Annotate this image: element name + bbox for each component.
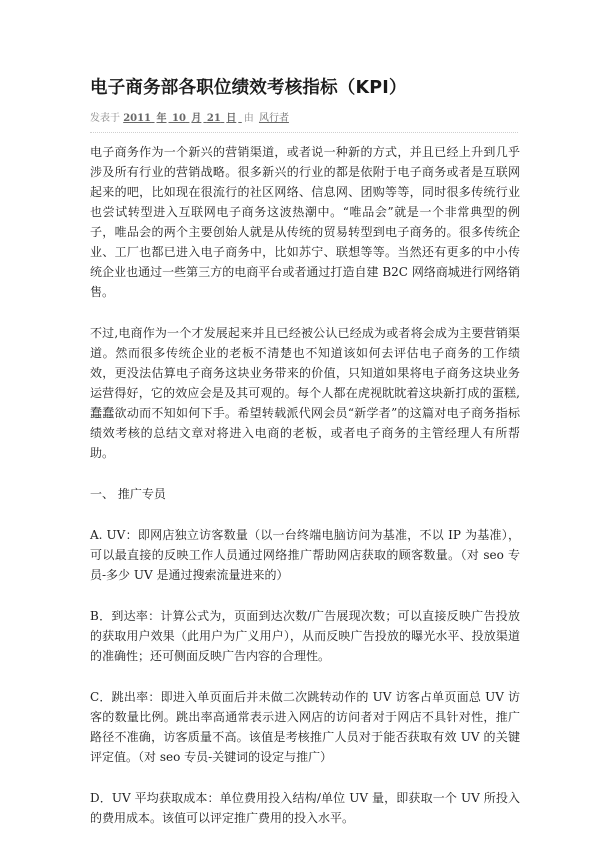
article-title: 电子商务部各职位绩效考核指标（KPI） xyxy=(90,78,407,98)
post-day: 21 xyxy=(206,113,221,124)
paragraph-intro: 电子商务作为一个新兴的营销渠道，或者说一种新的方式，并且已经上升到几乎涉及所有行业的营销战略。很多新兴的行业的都是依附于电子商务或者是互联网起来的吧，比如现在很流行的社区网络、信息网、团购等等，同时很多传统行业也尝试转型进入互联网电子商务这波热潮中。“唯品会”就是一个非常典型的例子，唯品会的两个主要创始人就是从传统的贸易转型到电子商务的。很多传统企业、工厂也都已进入电子商务中，比如苏宁、联想等等。当然还有更多的中小传统企业也通过一些第三方的电商平台或者通过打造自建 B2C 网络商城进行网络销售。 xyxy=(90,145,520,299)
paragraph-context: 不过,电商作为一个才发展起来并且已经被公认已经成为或者将会成为主要营销渠道。然而很多传统企业的老板不清楚也不知道该如何去评估电子商务的工作绩效，更没法估算电子商务这块业务带来的价值，只知道如果将电子商务这块业务运营得好，它的效应会是及其可观的。每个人都在虎视眈眈着这块新打成的蛋糕,蠢蠢欲动而不知如何下手。希望转载派代网会员“新学者”的这篇对电子商务指标绩效考核的总结文章对将进入电商的老板，或者电子商务的主管经理人有所帮助。 xyxy=(90,326,520,460)
kpi-arrival-rate: B．到达率：计算公式为，页面到达次数/广告展现次数；可以直接反映广告投放的获取用户效果（此用户为广义用户），从而反映广告投放的曝光水平、投放渠道的准确性；还可侧面反映广告内容的合理性。 xyxy=(90,609,520,663)
month-unit: 月 xyxy=(191,113,202,124)
by-label: 由 xyxy=(243,113,254,124)
kpi-uv-cost: D．UV 平均获取成本：单位费用投入结构/单位 UV 量，即获取一个 UV 所投入的费用成本。该值可以评定推广费用的投入水平。 xyxy=(90,791,520,825)
day-unit: 日 xyxy=(226,113,237,124)
kpi-uv: A. UV：即网店独立访客数量（以一台终端电脑访问为基准，不以 IP 为基准），可以最直接的反映工作人员通过网络推广帮助网店获取的顾客数量。（对 seo 专员-多少 UV 是通过搜索流量进来的） xyxy=(90,528,520,582)
posted-label: 发表于 xyxy=(90,113,120,124)
post-date[interactable] xyxy=(123,113,242,124)
author-link[interactable]: 风行者 xyxy=(258,113,289,124)
year-unit: 年 xyxy=(156,113,167,124)
kpi-bounce-rate: C．跳出率：即进入单页面后并未做二次跳转动作的 UV 访客占单页面总 UV 访客的数量比例。跳出率高通常表示进入网店的访问者对于网店不具针对性，推广路径不准确，访客质量不高。该值是考核推广人员对于能否获取有效 UV 的关键评定值。（对 seo 专员-关键词的设定与推广） xyxy=(90,690,520,764)
title-divider xyxy=(90,132,518,133)
section-heading-promotion: 一、 推广专员 xyxy=(90,487,166,501)
post-year: 2011 xyxy=(123,113,152,124)
article-body xyxy=(90,142,520,828)
post-month: 10 xyxy=(172,113,186,124)
article-meta xyxy=(90,112,518,126)
